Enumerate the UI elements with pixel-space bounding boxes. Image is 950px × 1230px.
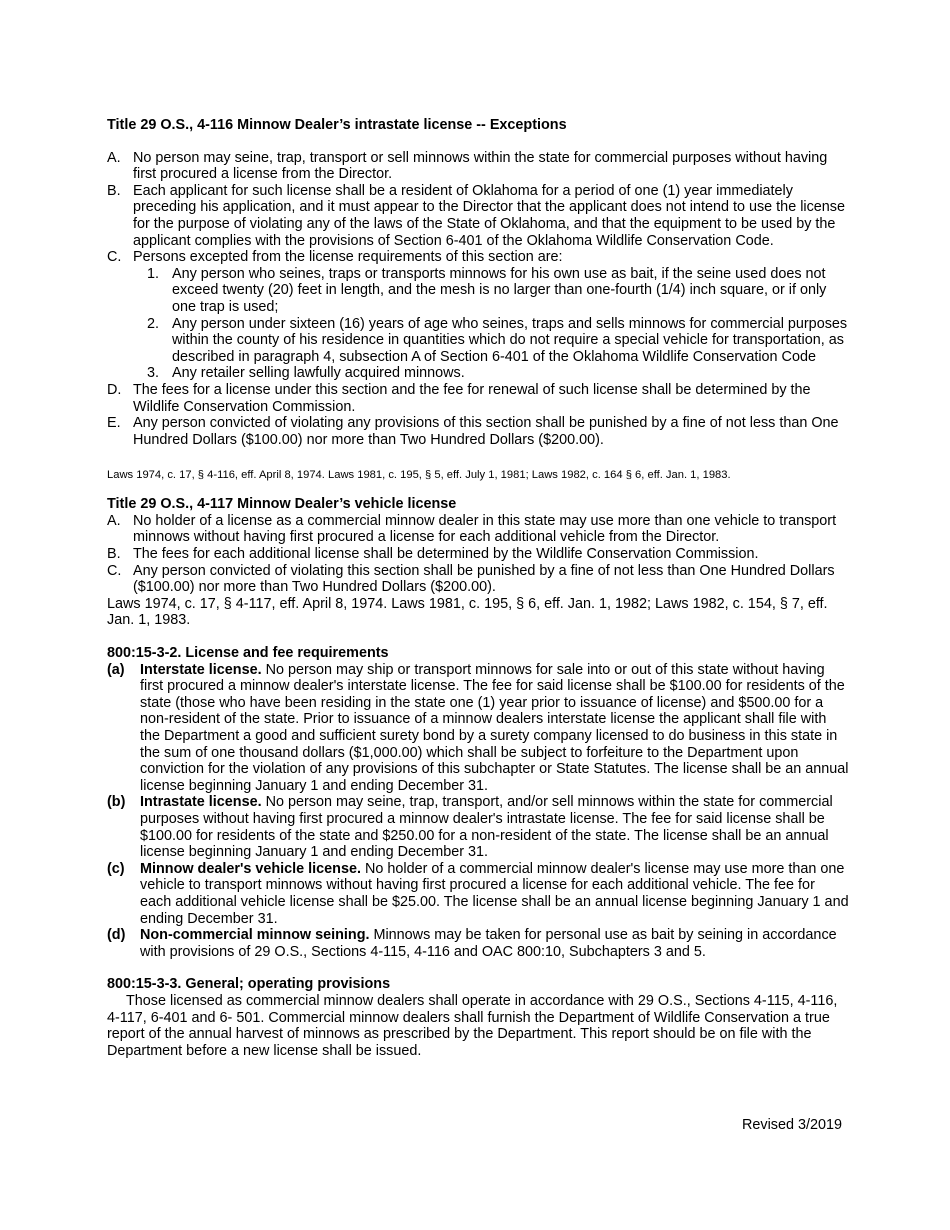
item-marker: D.: [107, 381, 122, 398]
list-4-116: [107, 150, 849, 449]
section-title-4-116: Title 29 O.S., 4-116 Minnow Dealer’s intrastate license -- Exceptions: [107, 117, 567, 133]
item-marker: (d): [107, 927, 126, 944]
list-item: [107, 563, 849, 596]
revision-date: Revised 3/2019: [741, 1117, 842, 1133]
section-title-800-15-3-3: 800:15-3-3. General; operating provisions: [107, 976, 391, 993]
list-item: [107, 249, 849, 266]
list-item: [107, 415, 849, 448]
item-text: No holder of a commercial minnow dealer's license may use more than one vehicle to transport minnows without having first procured a license for each additional vehicle. The fee for each additional vehicle license shall be $25.00. The license shall be an annual license beginning January 1 and ending December 31.: [140, 860, 849, 927]
item-body: [140, 794, 849, 860]
list-item: [107, 927, 849, 960]
item-text: Any retailer selling lawfully acquired minnows.: [172, 365, 465, 382]
item-marker: A.: [107, 512, 121, 529]
item-text: Any person convicted of violating any provisions of this section shall be punished by a fine of not less than One Hundred Dollars ($100.00) nor more than Two Hundred Dollars ($200.00).: [133, 415, 839, 448]
item-marker: E.: [107, 415, 121, 432]
item-marker: 1.: [147, 265, 160, 282]
item-text: No person may seine, trap, transport, and/or sell minnows within the state for commercial purposes without having first procured a minnow dealer's intrastate license. The fee for said license shall be $100.00 for residents of the state and $250.00 for a non-resident of the state. The license shall be an annual license beginning January 1 and ending December 31.: [140, 794, 833, 861]
document-page: [107, 117, 849, 1059]
item-marker: (b): [107, 794, 126, 811]
list-item: [107, 382, 849, 415]
item-text: Any person convicted of violating this section shall be punished by a fine of not less than One Hundred Dollars ($100.00) nor more than Two Hundred Dollars ($200.00).: [133, 562, 835, 596]
list-item: [107, 183, 849, 249]
list-item: [107, 513, 849, 546]
item-marker: (c): [107, 860, 125, 877]
item-text: Any person who seines, traps or transports minnows for his own use as bait, if the seine used does not exceed twenty (20) feet in length, and the mesh is no larger than one-fourth (1/4) inch square, or if only one trap is used;: [172, 265, 827, 315]
list-item: [107, 546, 849, 563]
history-note-4-116: Laws 1974, c. 17, § 4-116, eff. April 8, 1974. Laws 1981, c. 195, § 5, eff. July 1, 1981; Laws 1982, c. 164 § 6, eff. Jan. 1, 1983.: [107, 469, 731, 482]
item-text: No holder of a license as a commercial minnow dealer in this state may use more than one vehicle to transport minnows without having first procured a license for each additional vehicle from the Director.: [133, 512, 837, 546]
item-text: Any person under sixteen (16) years of age who seines, traps and sells minnows for commercial purposes within the county of his residence in quantities which do not require a special vehicle for transportation, as described in paragraph 4, subsection A of Section 6-401 of the Oklahoma Wildlife Conservation Code: [172, 315, 848, 365]
item-lead: Interstate license.: [140, 661, 262, 678]
item-text: Minnows may be taken for personal use as bait by seining in accordance with provisions of 29 O.S., Sections 4-115, 4-116 and OAC 800:10, Subchapters 3 and 5.: [140, 927, 837, 960]
sublist-item: [147, 316, 849, 366]
item-marker: B.: [107, 182, 121, 199]
list-item: [107, 794, 849, 860]
item-text: No person may seine, trap, transport or sell minnows within the state for commercial purposes without having first procured a license from the Director.: [133, 149, 828, 183]
item-text: No person may ship or transport minnows for sale into or out of this state without having first procured a minnow dealer's interstate license. The fee for said license shall be $100.00 for residents of the state (those who have been residing in the state one (1) year prior to issuance of license) and $500.00 for a non-resident of the state. Prior to issuance of a minnow dealers interstate license the applicant shall file with the Department a good and sufficient surety bond by a surety company licensed to do business in this state in the sum of one thousand dollars ($1,000.00) which shall be subject to forfeiture to the Department upon conviction for the violation of any provisions of this subchapter or State Statutes. The license shall be an annual license beginning January 1 and ending December 31.: [140, 661, 849, 794]
item-text: The fees for each additional license shall be determined by the Wildlife Conservation Commission.: [133, 546, 759, 563]
list-item: [107, 150, 849, 183]
item-marker: 2.: [147, 315, 160, 332]
section-body-800-15-3-3: Those licensed as commercial minnow dealers shall operate in accordance with 29 O.S., Sections 4-115, 4-116, 4-117, 6-401 and 6- 501. Commercial minnow dealers shall furnish the Department of Wildlife Conservation a true report of the annual harvest of minnows as prescribed by the Department. This report should be on file with the Department before a new license shall be issued.: [107, 992, 838, 1059]
item-marker: 3.: [147, 365, 160, 382]
sublist-item: [147, 365, 849, 382]
list-800-15-3-2: [107, 662, 849, 961]
sublist-item: [147, 266, 849, 316]
section-title-800-15-3-2: 800:15-3-2. License and fee requirements: [107, 645, 389, 662]
item-marker: (a): [107, 661, 125, 678]
item-marker: C.: [107, 562, 122, 579]
item-text: The fees for a license under this section and the fee for renewal of such license shall be determined by the Wildlife Conservation Commission.: [133, 381, 811, 415]
item-body: [140, 927, 849, 960]
item-text: Each applicant for such license shall be a resident of Oklahoma for a period of one (1) year immediately preceding his application, and it must appear to the Director that the applicant does not intend to use the license for the purpose of violating any of the laws of the State of Oklahoma, and that the equipment to be used by the applicant complies with the provisions of Section 6-401 of the Oklahoma Wildlife Conservation Code.: [133, 182, 845, 249]
history-note-4-117: Laws 1974, c. 17, § 4-117, eff. April 8, 1974. Laws 1981, c. 195, § 6, eff. Jan. 1, 1982; Laws 1982, c. 154, § 7, eff. Jan. 1, 1983.: [107, 595, 828, 629]
list-item: [107, 662, 849, 795]
item-lead: Non-commercial minnow seining.: [140, 927, 370, 944]
item-text: Persons excepted from the license requirements of this section are:: [133, 249, 563, 266]
section-title-4-117: Title 29 O.S., 4-117 Minnow Dealer’s vehicle license: [107, 496, 457, 513]
sublist-exceptions: [107, 266, 849, 382]
list-item: [107, 861, 849, 927]
item-marker: B.: [107, 546, 121, 563]
item-body: [140, 662, 849, 795]
item-lead: Minnow dealer's vehicle license.: [140, 860, 361, 877]
item-marker: A.: [107, 149, 121, 166]
item-body: [140, 861, 849, 927]
list-4-117: [107, 513, 849, 596]
item-lead: Intrastate license.: [140, 794, 262, 811]
item-marker: C.: [107, 249, 122, 266]
